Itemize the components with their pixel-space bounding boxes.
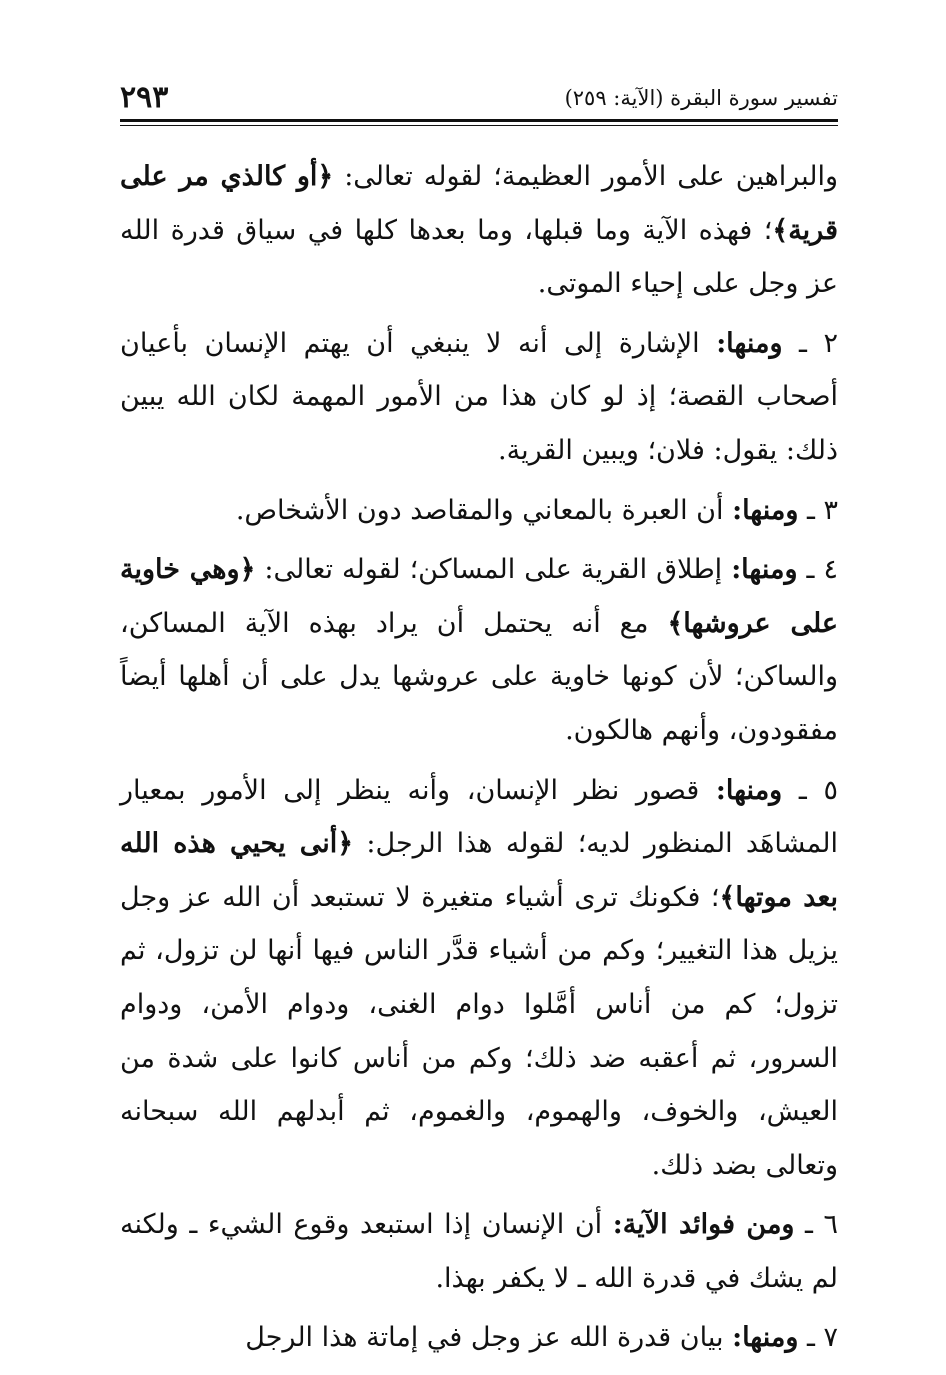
quran-quote: ﴿أنى يحيي هذه الله بعد موتها﴾: [120, 828, 838, 913]
point-number: ٦ ـ: [794, 1209, 838, 1241]
page-number: ٢٩٣: [120, 80, 169, 115]
quran-quote: ﴿أو كالذي مر على قرية﴾: [120, 161, 838, 246]
quran-quote: ﴿وهي خاوية على عروشها﴾: [120, 554, 838, 639]
point-number: ٣ ـ: [798, 494, 838, 526]
paragraph-1: [120, 150, 838, 311]
paragraph-7: [120, 1311, 838, 1365]
paragraph-text: قصور نظر الإنسان، وأنه ينظر إلى الأمور بمعيار المشاهَد المنظور لديه؛ لقوله هذا الرجل:: [120, 774, 838, 860]
paragraph-6: [120, 1198, 838, 1305]
point-number: ٥ ـ: [782, 774, 838, 806]
header-rule-thin: [120, 125, 838, 126]
point-label: ومنها:: [715, 774, 783, 806]
body-text: [120, 150, 838, 1371]
paragraph-text: بيان قدرة الله عز وجل في إماتة هذا الرجل: [245, 1322, 733, 1354]
paragraph-2: [120, 317, 838, 478]
point-label: ومنها:: [731, 554, 798, 586]
page-header: [120, 80, 838, 120]
paragraph-text: الإشارة إلى أنه لا ينبغي أن يهتم الإنسان بأعيان أصحاب القصة؛ إذ لو كان هذا من الأمور المهمة لكان الله يبين ذلك: يقول: فلان؛ ويبين القرية.: [120, 327, 838, 466]
paragraph-text: أن العبرة بالمعاني والمقاصد دون الأشخاص.: [235, 494, 733, 526]
point-number: ٢ ـ: [782, 327, 839, 359]
point-label: ومن فوائد الآية:: [612, 1209, 795, 1241]
paragraph-text: إطلاق القرية على المساكن؛ لقوله تعالى:: [255, 554, 732, 586]
header-rule-thick: [120, 119, 838, 122]
paragraph-4: [120, 543, 838, 757]
paragraph-text: والبراهين على الأمور العظيمة؛ لقوله تعالى:: [333, 161, 839, 192]
paragraph-text: أن الإنسان إذا استبعد وقوع الشيء ـ ولكنه لم يشك في قدرة الله ـ لا يكفر بهذا.: [120, 1209, 838, 1294]
point-number: ٧ ـ: [798, 1322, 838, 1354]
paragraph-text: ؛ فكونك ترى أشياء متغيرة لا تستبعد أن الله عز وجل يزيل هذا التغيير؛ وكم من أشياء قدَّر الناس فيها أنها لن تزول، ثم تزول؛ كم من أناس أمَّلوا دوام الغنى، ودوام الأمن، ودوام السرور، ثم أعقبه ضد ذلك؛ وكم من أناس كانوا على شدة من العيش، والخوف، والهموم، والغموم، ثم أبدلهم الله سبحانه وتعالى بضد ذلك.: [120, 881, 838, 1181]
point-label: ومنها:: [732, 1322, 799, 1354]
paragraph-5: [120, 764, 838, 1193]
paragraph-text: مع أنه يحتمل أن يراد بهذه الآية المساكن، والساكن؛ لأن كونها خاوية على عروشها يدل على أن أهلها أيضاً مفقودون، وأنهم هالكون.: [120, 607, 838, 746]
point-label: ومنها:: [732, 494, 799, 526]
point-number: ٤ ـ: [797, 554, 838, 586]
running-title: تفسير سورة البقرة (الآية: ٢٥٩): [564, 86, 838, 110]
point-label: ومنها:: [716, 327, 783, 359]
paragraph-3: [120, 484, 838, 538]
paragraph-text: ؛ فهذه الآية وما قبلها، وما بعدها كلها في سياق قدرة الله عز وجل على إحياء الموتى.: [120, 214, 838, 300]
